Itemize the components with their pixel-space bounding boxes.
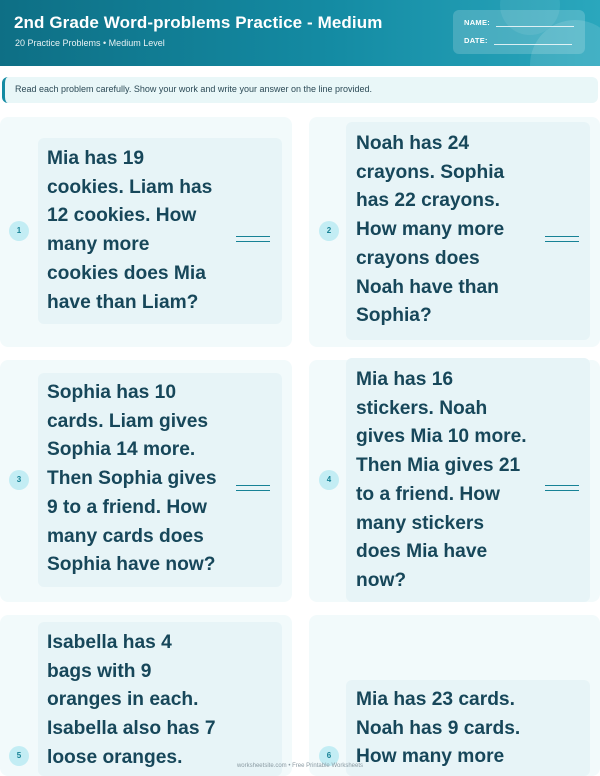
problem-text: Mia has 16 stickers. Noah gives Mia 10 more. Then Mia gives 21 to a friend. How many stickers does Mia have now?: [356, 369, 527, 591]
worksheet-title: 2nd Grade Word-problems Practice - Medium: [14, 13, 383, 32]
problem-number-badge: 6: [319, 746, 339, 766]
problem-text: Mia has 19 cookies. Liam has 12 cookies. How many more cookies does Mia have than Liam?: [47, 148, 213, 313]
problem-number-badge: 5: [9, 746, 29, 766]
problem-number-badge: 2: [319, 221, 339, 241]
name-label: NAME:: [464, 18, 491, 27]
answer-line[interactable]: [545, 485, 579, 491]
instructions-banner: [2, 77, 598, 103]
problem-text: Isabella has 4 bags with 9 oranges in each. Isabella also has 7 loose oranges.: [47, 632, 216, 768]
answer-line[interactable]: [236, 485, 270, 491]
problem-number-badge: 1: [9, 221, 29, 241]
date-line[interactable]: [494, 38, 572, 45]
problem-text: Mia has 23 cards. Noah has 9 cards. How many more: [356, 689, 521, 768]
problem-number-badge: 3: [9, 470, 29, 490]
problem-text: Noah has 24 crayons. Sophia has 22 crayons. How many more crayons does Noah have than Sophia?: [356, 133, 505, 327]
name-field[interactable]: [464, 18, 574, 27]
worksheet-subtitle: 20 Practice Problems • Medium Level: [15, 38, 165, 48]
worksheet-header: [0, 0, 600, 66]
date-label: DATE:: [464, 36, 488, 45]
instructions-text: Read each problem carefully. Show your work and write your answer on the line provided.: [15, 84, 373, 94]
date-field[interactable]: [464, 36, 572, 45]
answer-line[interactable]: [236, 236, 270, 242]
problem-text: Sophia has 10 cards. Liam gives Sophia 14 more. Then Sophia gives 9 to a friend. How many cards does Sophia have now?: [47, 382, 217, 576]
name-date-box: [453, 10, 585, 54]
answer-line[interactable]: [545, 236, 579, 242]
footer-text: worksheetsite.com • Free Printable Worksheets: [236, 763, 364, 769]
name-line[interactable]: [496, 20, 574, 27]
problem-number-badge: 4: [319, 470, 339, 490]
